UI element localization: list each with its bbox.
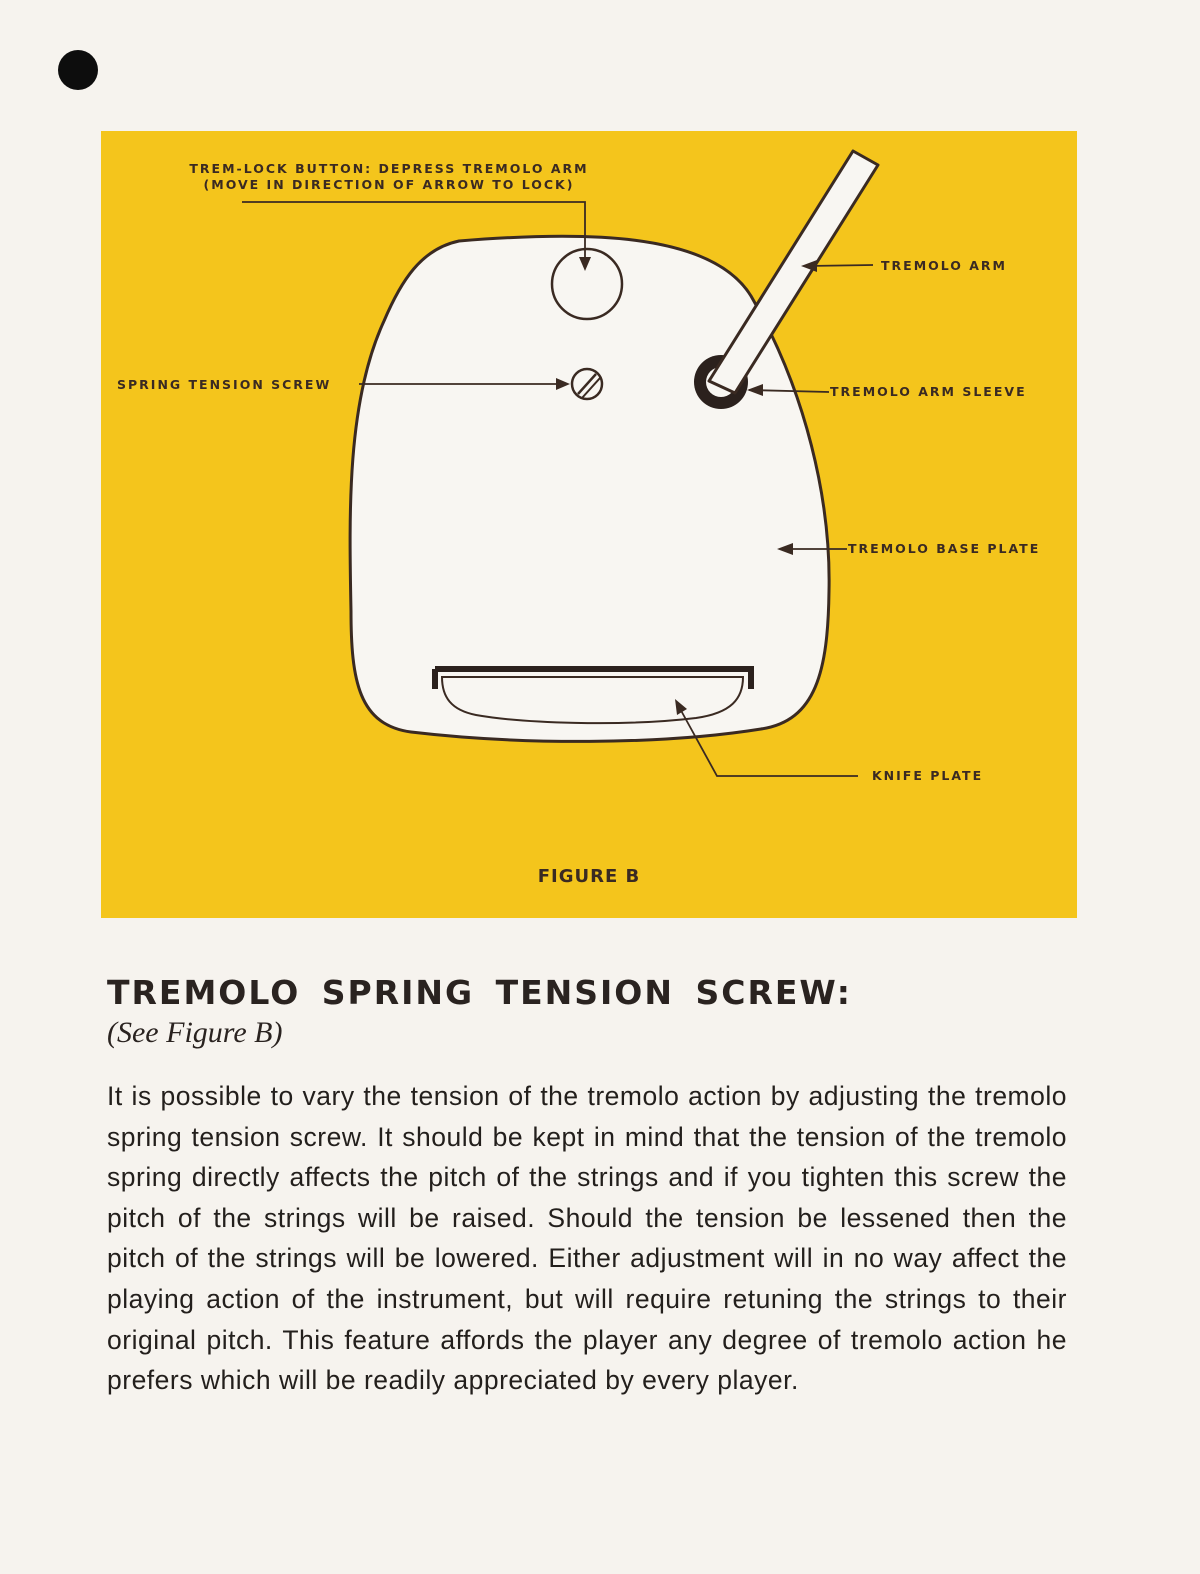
spring-tension-screw: [572, 369, 602, 399]
tremolo-arm-label: TREMOLO ARM: [881, 258, 1007, 273]
tremolo-diagram: [101, 131, 1077, 918]
section-subheading: (See Figure B): [107, 1016, 283, 1049]
section-body: It is possible to vary the tension of the tremolo action by adjusting the tremolo spring tension screw. It should be kept in mind that the tension of the tremolo spring directly affects the pitch of the strings and if you tighten this screw the pitch of the strings will be raised. Should the tension be lessened then the pitch of the strings will be lowered. Either adjustment will in no way affect the playing action of the instrument, but will require retuning the strings to their original pitch. This feature affords the player any degree of tremolo action he prefers which will be readily appreciated by every player.: [107, 1081, 1067, 1396]
figure-b-panel: [101, 131, 1077, 918]
tremolo-arm: [709, 151, 878, 393]
tremolo-base-plate-label: TREMOLO BASE PLATE: [848, 541, 1041, 556]
knife-plate-shape: [435, 669, 751, 723]
tremolo-arm-sleeve-label: TREMOLO ARM SLEEVE: [830, 384, 1027, 399]
tension-screw-section: [107, 972, 1067, 1401]
knife-plate-label: KNIFE PLATE: [872, 768, 984, 783]
trem-lock-label-line1: TREM-LOCK BUTTON: DEPRESS TREMOLO ARM: [189, 161, 589, 176]
figure-caption: FIGURE B: [537, 866, 641, 887]
trem-lock-label-line2: (MOVE IN DIRECTION OF ARROW TO LOCK): [203, 177, 575, 192]
spring-tension-screw-label: SPRING TENSION SCREW: [117, 377, 332, 392]
section-heading: TREMOLO SPRING TENSION SCREW:: [107, 973, 852, 1012]
punch-hole: [58, 50, 98, 90]
